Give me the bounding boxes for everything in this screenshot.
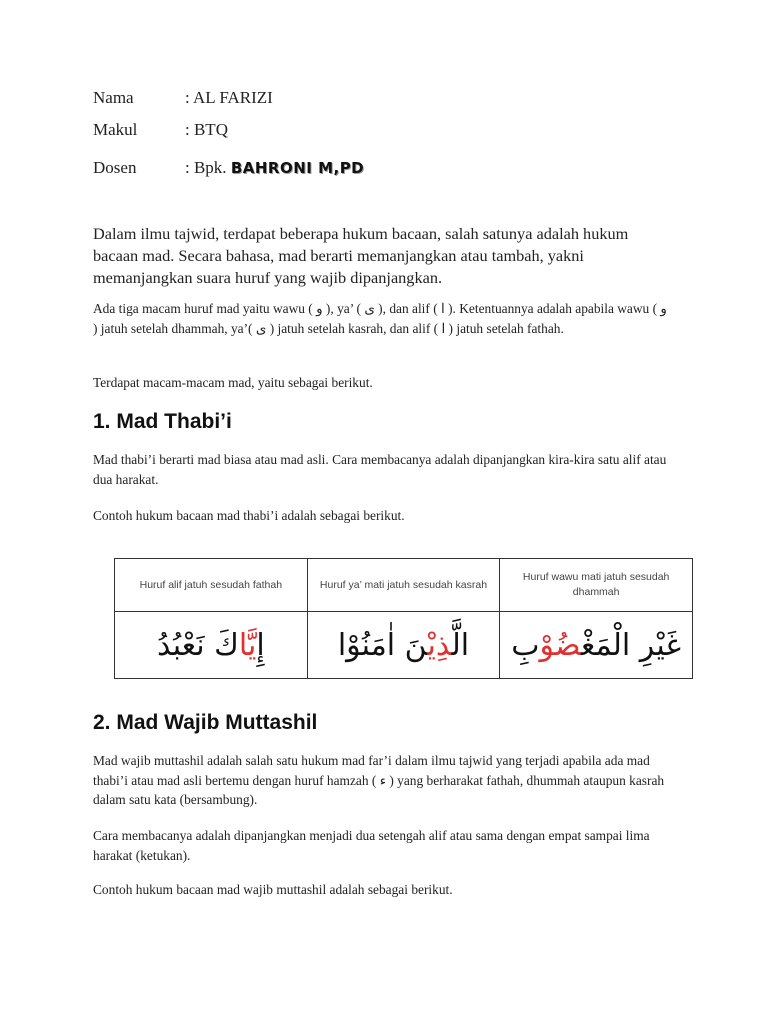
intro-paragraph-3: Terdapat macam-macam mad, yaitu sebagai berikut. — [93, 375, 373, 390]
arabic-highlight: يَّا — [238, 627, 257, 663]
arabic-example-text — [338, 628, 469, 663]
arabic-example-cell — [115, 612, 308, 679]
table-example-row — [115, 612, 693, 679]
arabic-part: كَ نَعْبُدُ — [156, 627, 239, 663]
nama-value: : AL FARIZI — [185, 88, 273, 107]
section1-paragraph-2: Contoh hukum bacaan mad thabi’i adalah sebagai berikut. — [93, 508, 405, 523]
arabic-example-cell — [500, 612, 693, 679]
section2-paragraph-2: Cara membacanya adalah dipanjangkan menjadi dua setengah alif atau sama dengan empat sampai lima harakat (ketukan). — [93, 828, 650, 863]
arabic-highlight: ضُوْ — [539, 627, 581, 663]
dosen-value — [185, 158, 364, 178]
arabic-example-text — [157, 628, 265, 663]
arabic-part: إِ — [256, 627, 265, 663]
section2-paragraph-3: Contoh hukum bacaan mad wajib muttashil adalah sebagai berikut. — [93, 882, 453, 897]
arabic-part: بِ — [511, 627, 540, 663]
arabic-part: الَّ — [451, 627, 470, 663]
table-header-row — [115, 559, 693, 612]
dosen-name: BAHRONI M,PD — [230, 159, 365, 177]
dosen-label: Dosen — [93, 158, 137, 177]
intro-paragraph-1: Dalam ilmu tajwid, terdapat beberapa hukum bacaan, salah satunya adalah hukum bacaan mad. Secara bahasa, mad berarti memanjangkan atau tambah, yakni memanjangkan suara huruf yang wajib dipanjangkan. — [93, 224, 629, 287]
makul-value: : BTQ — [185, 120, 228, 139]
section1-paragraph-1: Mad thabi’i berarti mad biasa atau mad asli. Cara membacanya adalah dipanjangkan kira-kira satu alif atau dua harakat. — [93, 452, 667, 487]
section2-paragraph-1: Mad wajib muttashil adalah salah satu hukum mad far’i dalam ilmu tajwid yang terjadi apabila ada mad thabi’i atau mad asli bertemu dengan huruf hamzah ( ء ) yang berharakat fathah, dhummah ataupun kasrah dalam satu kata (bersambung). — [93, 753, 665, 807]
arabic-example-text — [511, 628, 681, 663]
table-header-cell: Huruf wawu mati jatuh sesudah dhammah — [500, 559, 693, 612]
arabic-part: غَيْرِ الْمَغْ — [580, 627, 682, 663]
table-header-cell: Huruf ya’ mati jatuh sesudah kasrah — [307, 559, 500, 612]
intro-paragraph-2: Ada tiga macam huruf mad yaitu wawu ( و ), ya’ ( ى ), dan alif ( ا ). Ketentuannya adalah apabila wawu ( و ) jatuh setelah dhammah, ya’( ى ) jatuh setelah kasrah, dan alif ( ا ) jatuh setelah fathah. — [93, 301, 667, 336]
nama-label: Nama — [93, 88, 134, 107]
arabic-example-cell — [307, 612, 500, 679]
section-heading-mad-thabii: 1. Mad Thabi’i — [93, 410, 232, 433]
dosen-prefix: : Bpk. — [185, 158, 227, 177]
makul-label: Makul — [93, 120, 138, 139]
mad-thabii-example-table — [114, 558, 693, 679]
arabic-highlight: ذِيْ — [427, 627, 452, 663]
section-heading-mad-wajib-muttashil: 2. Mad Wajib Muttashil — [93, 711, 318, 734]
table-header-cell: Huruf alif jatuh sesudah fathah — [115, 559, 308, 612]
arabic-part: نَ اٰمَنُوْا — [337, 627, 428, 663]
